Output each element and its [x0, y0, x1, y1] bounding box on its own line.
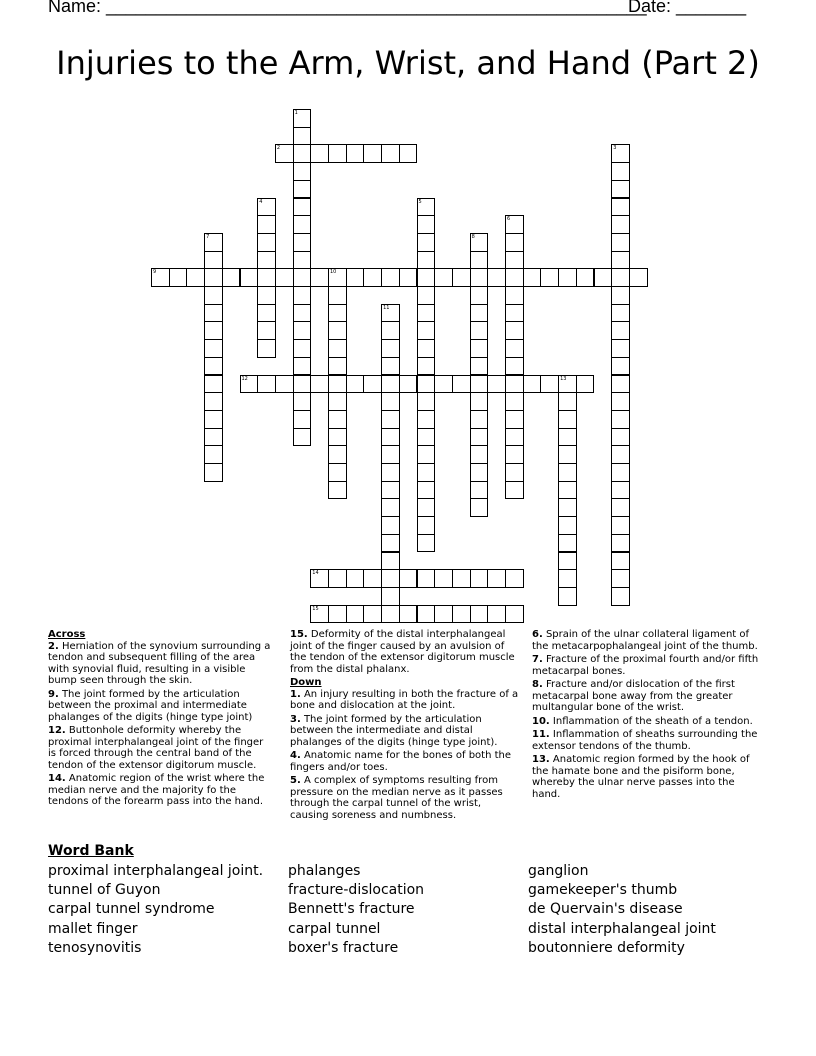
crossword-cell[interactable]	[275, 375, 294, 394]
crossword-cell[interactable]	[381, 321, 400, 340]
crossword-cell[interactable]	[257, 215, 276, 234]
clue-down-3: 3. The joint formed by the articulation between the intermediate and distal phalanges of the digits (hinge type joint).	[290, 713, 498, 748]
clue-number: 15	[312, 605, 319, 612]
crossword-cell[interactable]	[470, 375, 489, 394]
crossword-cell[interactable]	[186, 268, 205, 287]
clue-across-2: 2. Herniation of the synovium surrounding a tendon and subsequent filling of the area with synovial fluid, resulting in a visible bump seen through the skin.	[48, 640, 271, 686]
crossword-cell[interactable]	[505, 233, 524, 252]
crossword-cell[interactable]	[381, 410, 400, 429]
name-field[interactable]: Name: ______________________________________________________	[48, 0, 647, 16]
crossword-cell[interactable]	[470, 605, 489, 624]
crossword-cell[interactable]	[417, 339, 436, 358]
crossword-cell[interactable]	[293, 251, 312, 270]
crossword-cell[interactable]	[470, 251, 489, 270]
crossword-cell[interactable]	[611, 233, 630, 252]
crossword-cell[interactable]	[381, 339, 400, 358]
crossword-cell[interactable]	[417, 251, 436, 270]
crossword-cell[interactable]	[275, 268, 294, 287]
crossword-cell[interactable]	[381, 605, 400, 624]
crossword-cell[interactable]	[381, 392, 400, 411]
crossword-cell[interactable]	[381, 569, 400, 588]
word-bank-item: gamekeeper's thumb	[528, 882, 678, 899]
clue-down-1: 1. An injury resulting in both the fracture of a bone and dislocation at the joint.	[290, 688, 519, 711]
crossword-cell[interactable]	[222, 268, 241, 287]
crossword-cell[interactable]	[611, 428, 630, 447]
crossword-cell[interactable]	[328, 268, 347, 287]
crossword-cell[interactable]	[257, 304, 276, 323]
word-bank-item: tenosynovitis	[48, 939, 142, 956]
crossword-cell[interactable]	[470, 392, 489, 411]
crossword-cell[interactable]	[399, 569, 418, 588]
crossword-cell[interactable]	[470, 498, 489, 517]
crossword-cell[interactable]	[523, 375, 542, 394]
crossword-cell[interactable]	[505, 215, 524, 234]
crossword-cell[interactable]	[417, 516, 436, 535]
crossword-cell[interactable]	[487, 375, 506, 394]
crossword-cell[interactable]	[558, 410, 577, 429]
crossword-cell[interactable]	[505, 375, 524, 394]
crossword-cell[interactable]	[523, 268, 542, 287]
crossword-cell[interactable]	[240, 375, 259, 394]
crossword-cell[interactable]	[470, 233, 489, 252]
crossword-cell[interactable]	[293, 357, 312, 376]
crossword-cell[interactable]	[293, 109, 312, 128]
word-bank-item: proximal interphalangeal joint.	[48, 863, 264, 879]
word-bank-item: distal interphalangeal joint	[528, 920, 716, 937]
crossword-cell[interactable]	[611, 357, 630, 376]
crossword-cell[interactable]	[611, 392, 630, 411]
word-bank-column-2	[288, 862, 424, 958]
crossword-cell[interactable]	[204, 357, 223, 376]
crossword-cell[interactable]	[417, 534, 436, 553]
crossword-cell[interactable]	[540, 375, 559, 394]
crossword-cell[interactable]	[399, 375, 418, 394]
crossword-cell[interactable]	[328, 321, 347, 340]
word-bank-item: mallet finger	[48, 920, 138, 937]
crossword-cell[interactable]	[505, 339, 524, 358]
crossword-cell[interactable]	[328, 481, 347, 500]
crossword-cell[interactable]	[611, 339, 630, 358]
crossword-cell[interactable]	[487, 268, 506, 287]
crossword-cell[interactable]	[293, 321, 312, 340]
crossword-cell[interactable]	[363, 569, 382, 588]
crossword-cell[interactable]	[363, 144, 382, 163]
crossword-cell[interactable]	[204, 445, 223, 464]
crossword-cell[interactable]	[558, 428, 577, 447]
crossword-cell[interactable]	[452, 569, 471, 588]
crossword-cell[interactable]	[328, 463, 347, 482]
crossword-cell[interactable]	[275, 144, 294, 163]
clue-down-10: 10. Inflammation of the sheath of a tendon.	[532, 715, 753, 727]
crossword-cell[interactable]	[417, 498, 436, 517]
crossword-cell[interactable]	[417, 375, 436, 394]
crossword-cell[interactable]	[470, 304, 489, 323]
crossword-cell[interactable]	[505, 392, 524, 411]
crossword-cell[interactable]	[293, 286, 312, 305]
crossword-cell[interactable]	[558, 268, 577, 287]
clue-number: 13	[560, 375, 567, 382]
crossword-cell[interactable]	[611, 215, 630, 234]
crossword-cell[interactable]	[505, 445, 524, 464]
date-field[interactable]: Date: _______	[628, 0, 747, 16]
crossword-cell[interactable]	[611, 286, 630, 305]
clue-number: 6	[507, 216, 511, 223]
crossword-cell[interactable]	[558, 375, 577, 394]
crossword-cell[interactable]	[257, 233, 276, 252]
crossword-cell[interactable]	[346, 605, 365, 624]
crossword-cell[interactable]	[204, 410, 223, 429]
crossword-cell[interactable]	[417, 198, 436, 217]
crossword-cell[interactable]	[470, 357, 489, 376]
crossword-cell[interactable]	[505, 428, 524, 447]
crossword-cell[interactable]	[505, 605, 524, 624]
crossword-cell[interactable]	[204, 463, 223, 482]
crossword-cell[interactable]	[346, 144, 365, 163]
crossword-cell[interactable]	[169, 268, 188, 287]
crossword-cell[interactable]	[204, 392, 223, 411]
crossword-cell[interactable]	[204, 286, 223, 305]
crossword-cell[interactable]	[558, 587, 577, 606]
crossword-cell[interactable]	[293, 198, 312, 217]
crossword-cell[interactable]	[293, 428, 312, 447]
crossword-cell[interactable]	[611, 321, 630, 340]
crossword-cell[interactable]	[381, 445, 400, 464]
crossword-cell[interactable]	[505, 463, 524, 482]
crossword-cell[interactable]	[417, 215, 436, 234]
crossword-cell[interactable]	[293, 375, 312, 394]
crossword-cell[interactable]	[399, 268, 418, 287]
crossword-cell[interactable]	[328, 286, 347, 305]
clues-column-2	[290, 629, 522, 823]
word-bank-item: tunnel of Guyon	[48, 882, 161, 899]
crossword-cell[interactable]	[204, 321, 223, 340]
crossword-cell[interactable]	[310, 268, 329, 287]
word-bank-column-1	[48, 862, 263, 958]
crossword-cell[interactable]	[399, 605, 418, 624]
crossword-cell[interactable]	[576, 375, 595, 394]
crossword-cell[interactable]	[346, 375, 365, 394]
crossword-cell[interactable]	[505, 410, 524, 429]
crossword-cell[interactable]	[204, 268, 223, 287]
crossword-cell[interactable]	[611, 463, 630, 482]
crossword-cell[interactable]	[204, 251, 223, 270]
crossword-cell[interactable]	[381, 428, 400, 447]
word-bank-item: de Quervain's disease	[528, 901, 683, 918]
crossword-cell[interactable]	[417, 321, 436, 340]
crossword-cell[interactable]	[381, 463, 400, 482]
crossword-cell[interactable]	[151, 268, 170, 287]
crossword-cell[interactable]	[293, 410, 312, 429]
crossword-cell[interactable]	[417, 605, 436, 624]
crossword-cell[interactable]	[434, 268, 453, 287]
crossword-cell[interactable]	[558, 552, 577, 571]
word-bank-title: Word Bank	[48, 843, 134, 859]
crossword-cell[interactable]	[611, 445, 630, 464]
clue-number: 14	[312, 570, 319, 577]
crossword-cell[interactable]	[558, 569, 577, 588]
crossword-cell[interactable]	[505, 569, 524, 588]
word-bank-item: ganglion	[528, 863, 589, 879]
clue-number: 10	[330, 269, 337, 276]
crossword-cell[interactable]	[558, 498, 577, 517]
crossword-cell[interactable]	[434, 605, 453, 624]
crossword-cell[interactable]	[470, 339, 489, 358]
crossword-cell[interactable]	[611, 304, 630, 323]
word-bank-item: boutonniere deformity	[528, 939, 685, 956]
crossword-cell[interactable]	[399, 144, 418, 163]
clue-across-12: 12. Buttonhole deformity whereby the proximal interphalangeal joint of the finger is forced through the central band of the tendon of the extensor digitorum muscle.	[48, 725, 264, 771]
crossword-cell[interactable]	[611, 498, 630, 517]
crossword-cell[interactable]	[611, 198, 630, 217]
crossword-cell[interactable]	[204, 375, 223, 394]
crossword-cell[interactable]	[470, 268, 489, 287]
crossword-cell[interactable]	[487, 605, 506, 624]
crossword-cell[interactable]	[611, 251, 630, 270]
crossword-cell[interactable]	[417, 428, 436, 447]
crossword-cell[interactable]	[328, 392, 347, 411]
clue-number: 7	[206, 233, 210, 240]
crossword-cell[interactable]	[310, 569, 329, 588]
clue-down-13: 13. Anatomic region formed by the hook of the hamate bone and the pisiform bone, whereby the ulnar nerve passes into the hand.	[532, 754, 750, 800]
crossword-cell[interactable]	[310, 375, 329, 394]
crossword-cell[interactable]	[293, 127, 312, 146]
crossword-cell[interactable]	[293, 233, 312, 252]
clue-number: 8	[471, 233, 475, 240]
crossword-cell[interactable]	[417, 445, 436, 464]
crossword-cell[interactable]	[470, 445, 489, 464]
crossword-cell[interactable]	[381, 516, 400, 535]
crossword-cell[interactable]	[328, 428, 347, 447]
crossword-cell[interactable]	[381, 268, 400, 287]
crossword-cell[interactable]	[328, 304, 347, 323]
crossword-cell[interactable]	[505, 304, 524, 323]
crossword-cell[interactable]	[381, 304, 400, 323]
crossword-cell[interactable]	[417, 357, 436, 376]
crossword-cell[interactable]	[576, 268, 595, 287]
crossword-cell[interactable]	[417, 233, 436, 252]
crossword-cell[interactable]	[381, 587, 400, 606]
crossword-cell[interactable]	[470, 463, 489, 482]
crossword-cell[interactable]	[470, 410, 489, 429]
crossword-cell[interactable]	[611, 569, 630, 588]
clue-down-4: 4. Anatomic name for the bones of both the fingers and/or toes.	[290, 750, 512, 773]
clue-number: 1	[294, 110, 298, 116]
crossword-cell[interactable]	[470, 321, 489, 340]
word-bank-item: Bennett's fracture	[288, 901, 415, 918]
crossword-cell[interactable]	[293, 304, 312, 323]
crossword-cell[interactable]	[293, 180, 312, 199]
crossword-cell[interactable]	[417, 463, 436, 482]
crossword-cell[interactable]	[257, 321, 276, 340]
crossword-cell[interactable]	[505, 268, 524, 287]
crossword-cell[interactable]	[417, 268, 436, 287]
crossword-cell[interactable]	[540, 268, 559, 287]
crossword-cell[interactable]	[611, 587, 630, 606]
crossword-cell[interactable]	[629, 268, 648, 287]
crossword-cell[interactable]	[204, 233, 223, 252]
crossword-cell[interactable]	[417, 286, 436, 305]
crossword-cell[interactable]	[381, 552, 400, 571]
crossword-cell[interactable]	[452, 268, 471, 287]
word-bank-item: boxer's fracture	[288, 939, 399, 956]
clue-number: 4	[259, 198, 263, 205]
down-heading: Down	[290, 677, 322, 688]
crossword-cell[interactable]	[363, 268, 382, 287]
clue-number: 2	[276, 145, 281, 152]
clue-across-14: 14. Anatomic region of the wrist where the median nerve and the majority fo the tendons of the forearm pass into the hand.	[48, 773, 265, 807]
clues-column-1	[48, 629, 274, 810]
crossword-cell[interactable]	[257, 339, 276, 358]
crossword-cell[interactable]	[257, 286, 276, 305]
crossword-cell[interactable]	[558, 481, 577, 500]
crossword-cell[interactable]	[310, 605, 329, 624]
word-bank-item: carpal tunnel	[288, 920, 381, 937]
crossword-cell[interactable]	[328, 605, 347, 624]
crossword-cell[interactable]	[346, 268, 365, 287]
clue-down-5: 5. A complex of symptoms resulting from pressure on the median nerve as it passes through the carpal tunnel of the wrist, causing soreness and numbness.	[290, 775, 503, 821]
crossword-cell[interactable]	[452, 605, 471, 624]
crossword-cell[interactable]	[293, 268, 312, 287]
crossword-cell[interactable]	[328, 445, 347, 464]
crossword-cell[interactable]	[257, 198, 276, 217]
crossword-cell[interactable]	[417, 481, 436, 500]
clue-number: 9	[153, 269, 157, 276]
crossword-cell[interactable]	[611, 552, 630, 571]
crossword-cell[interactable]	[470, 481, 489, 500]
crossword-cell[interactable]	[381, 357, 400, 376]
crossword-cell[interactable]	[381, 534, 400, 553]
crossword-cell[interactable]	[505, 251, 524, 270]
crossword-cell[interactable]	[452, 375, 471, 394]
clue-number: 12	[241, 375, 248, 382]
crossword-cell[interactable]	[417, 410, 436, 429]
crossword-cell[interactable]	[434, 569, 453, 588]
crossword-cell[interactable]	[328, 410, 347, 429]
crossword-cell[interactable]	[346, 569, 365, 588]
crossword-cell[interactable]	[611, 481, 630, 500]
crossword-cell[interactable]	[257, 375, 276, 394]
crossword-cell[interactable]	[381, 481, 400, 500]
crossword-cell[interactable]	[310, 144, 329, 163]
clue-down-8: 8. Fracture and/or dislocation of the first metacarpal bone away from the greater multangular bone of the wrist.	[532, 679, 735, 713]
crossword-cell[interactable]	[293, 215, 312, 234]
crossword-cell[interactable]	[257, 251, 276, 270]
crossword-cell[interactable]	[293, 392, 312, 411]
clue-down-11: 11. Inflammation of sheaths surrounding the extensor tendons of the thumb.	[532, 729, 758, 752]
crossword-cell[interactable]	[328, 357, 347, 376]
crossword-cell[interactable]	[470, 569, 489, 588]
crossword-cell[interactable]	[257, 268, 276, 287]
crossword-cell[interactable]	[558, 516, 577, 535]
crossword-cell[interactable]	[328, 144, 347, 163]
crossword-cell[interactable]	[505, 286, 524, 305]
crossword-cell[interactable]	[240, 268, 259, 287]
crossword-cell[interactable]	[611, 375, 630, 394]
clue-number: 5	[418, 198, 422, 205]
crossword-cell[interactable]	[328, 375, 347, 394]
clues-column-3	[532, 629, 764, 802]
crossword-cell[interactable]	[204, 339, 223, 358]
clue-down-7: 7. Fracture of the proximal fourth and/or fifth metacarpal bones.	[532, 654, 759, 677]
crossword-cell[interactable]	[611, 516, 630, 535]
crossword-cell[interactable]	[417, 569, 436, 588]
crossword-cell[interactable]	[363, 605, 382, 624]
crossword-cell[interactable]	[558, 534, 577, 553]
crossword-cell[interactable]	[487, 569, 506, 588]
crossword-cell[interactable]	[611, 180, 630, 199]
clue-number: 3	[613, 145, 617, 152]
crossword-cell[interactable]	[293, 339, 312, 358]
clue-across-15: 15. Deformity of the distal interphalangeal joint of the finger caused by an avulsion of the tendon of the extensor digitorum muscle from the distal phalanx.	[290, 629, 515, 675]
crossword-cell[interactable]	[505, 321, 524, 340]
crossword-cell[interactable]	[381, 375, 400, 394]
crossword-cell[interactable]	[204, 428, 223, 447]
word-bank-item: fracture-dislocation	[288, 882, 425, 899]
crossword-cell[interactable]	[434, 375, 453, 394]
clue-down-6: 6. Sprain of the ulnar collateral ligament of the metacarpophalangeal joint of the thumb.	[532, 629, 758, 652]
crossword-cell[interactable]	[470, 286, 489, 305]
crossword-cell[interactable]	[594, 268, 613, 287]
crossword-cell[interactable]	[293, 144, 312, 163]
crossword-cell[interactable]	[470, 428, 489, 447]
crossword-cell[interactable]	[328, 569, 347, 588]
crossword-cell[interactable]	[558, 463, 577, 482]
clue-number: 11	[383, 304, 390, 311]
crossword-cell[interactable]	[293, 162, 312, 181]
crossword-cell[interactable]	[363, 375, 382, 394]
crossword-cell[interactable]	[505, 481, 524, 500]
crossword-cell[interactable]	[381, 144, 400, 163]
crossword-cell[interactable]	[558, 392, 577, 411]
word-bank-item: phalanges	[288, 863, 361, 879]
across-heading: Across	[48, 629, 86, 640]
crossword-cell[interactable]	[611, 268, 630, 287]
crossword-cell[interactable]	[558, 445, 577, 464]
crossword-cell[interactable]	[611, 410, 630, 429]
page-title: Injuries to the Arm, Wrist, and Hand (Part 2)	[56, 44, 760, 82]
crossword-cell[interactable]	[381, 498, 400, 517]
crossword-cell[interactable]	[611, 144, 630, 163]
crossword-cell[interactable]	[611, 162, 630, 181]
crossword-cell[interactable]	[505, 357, 524, 376]
word-bank-column-3	[528, 862, 716, 958]
crossword-cell[interactable]	[204, 304, 223, 323]
crossword-cell[interactable]	[417, 304, 436, 323]
crossword-cell[interactable]	[611, 534, 630, 553]
crossword-cell[interactable]	[417, 392, 436, 411]
crossword-cell[interactable]	[328, 339, 347, 358]
word-bank-item: carpal tunnel syndrome	[48, 901, 215, 918]
clue-across-9: 9. The joint formed by the articulation between the proximal and intermediate phalanges of the digits (hinge type joint)	[48, 688, 253, 723]
